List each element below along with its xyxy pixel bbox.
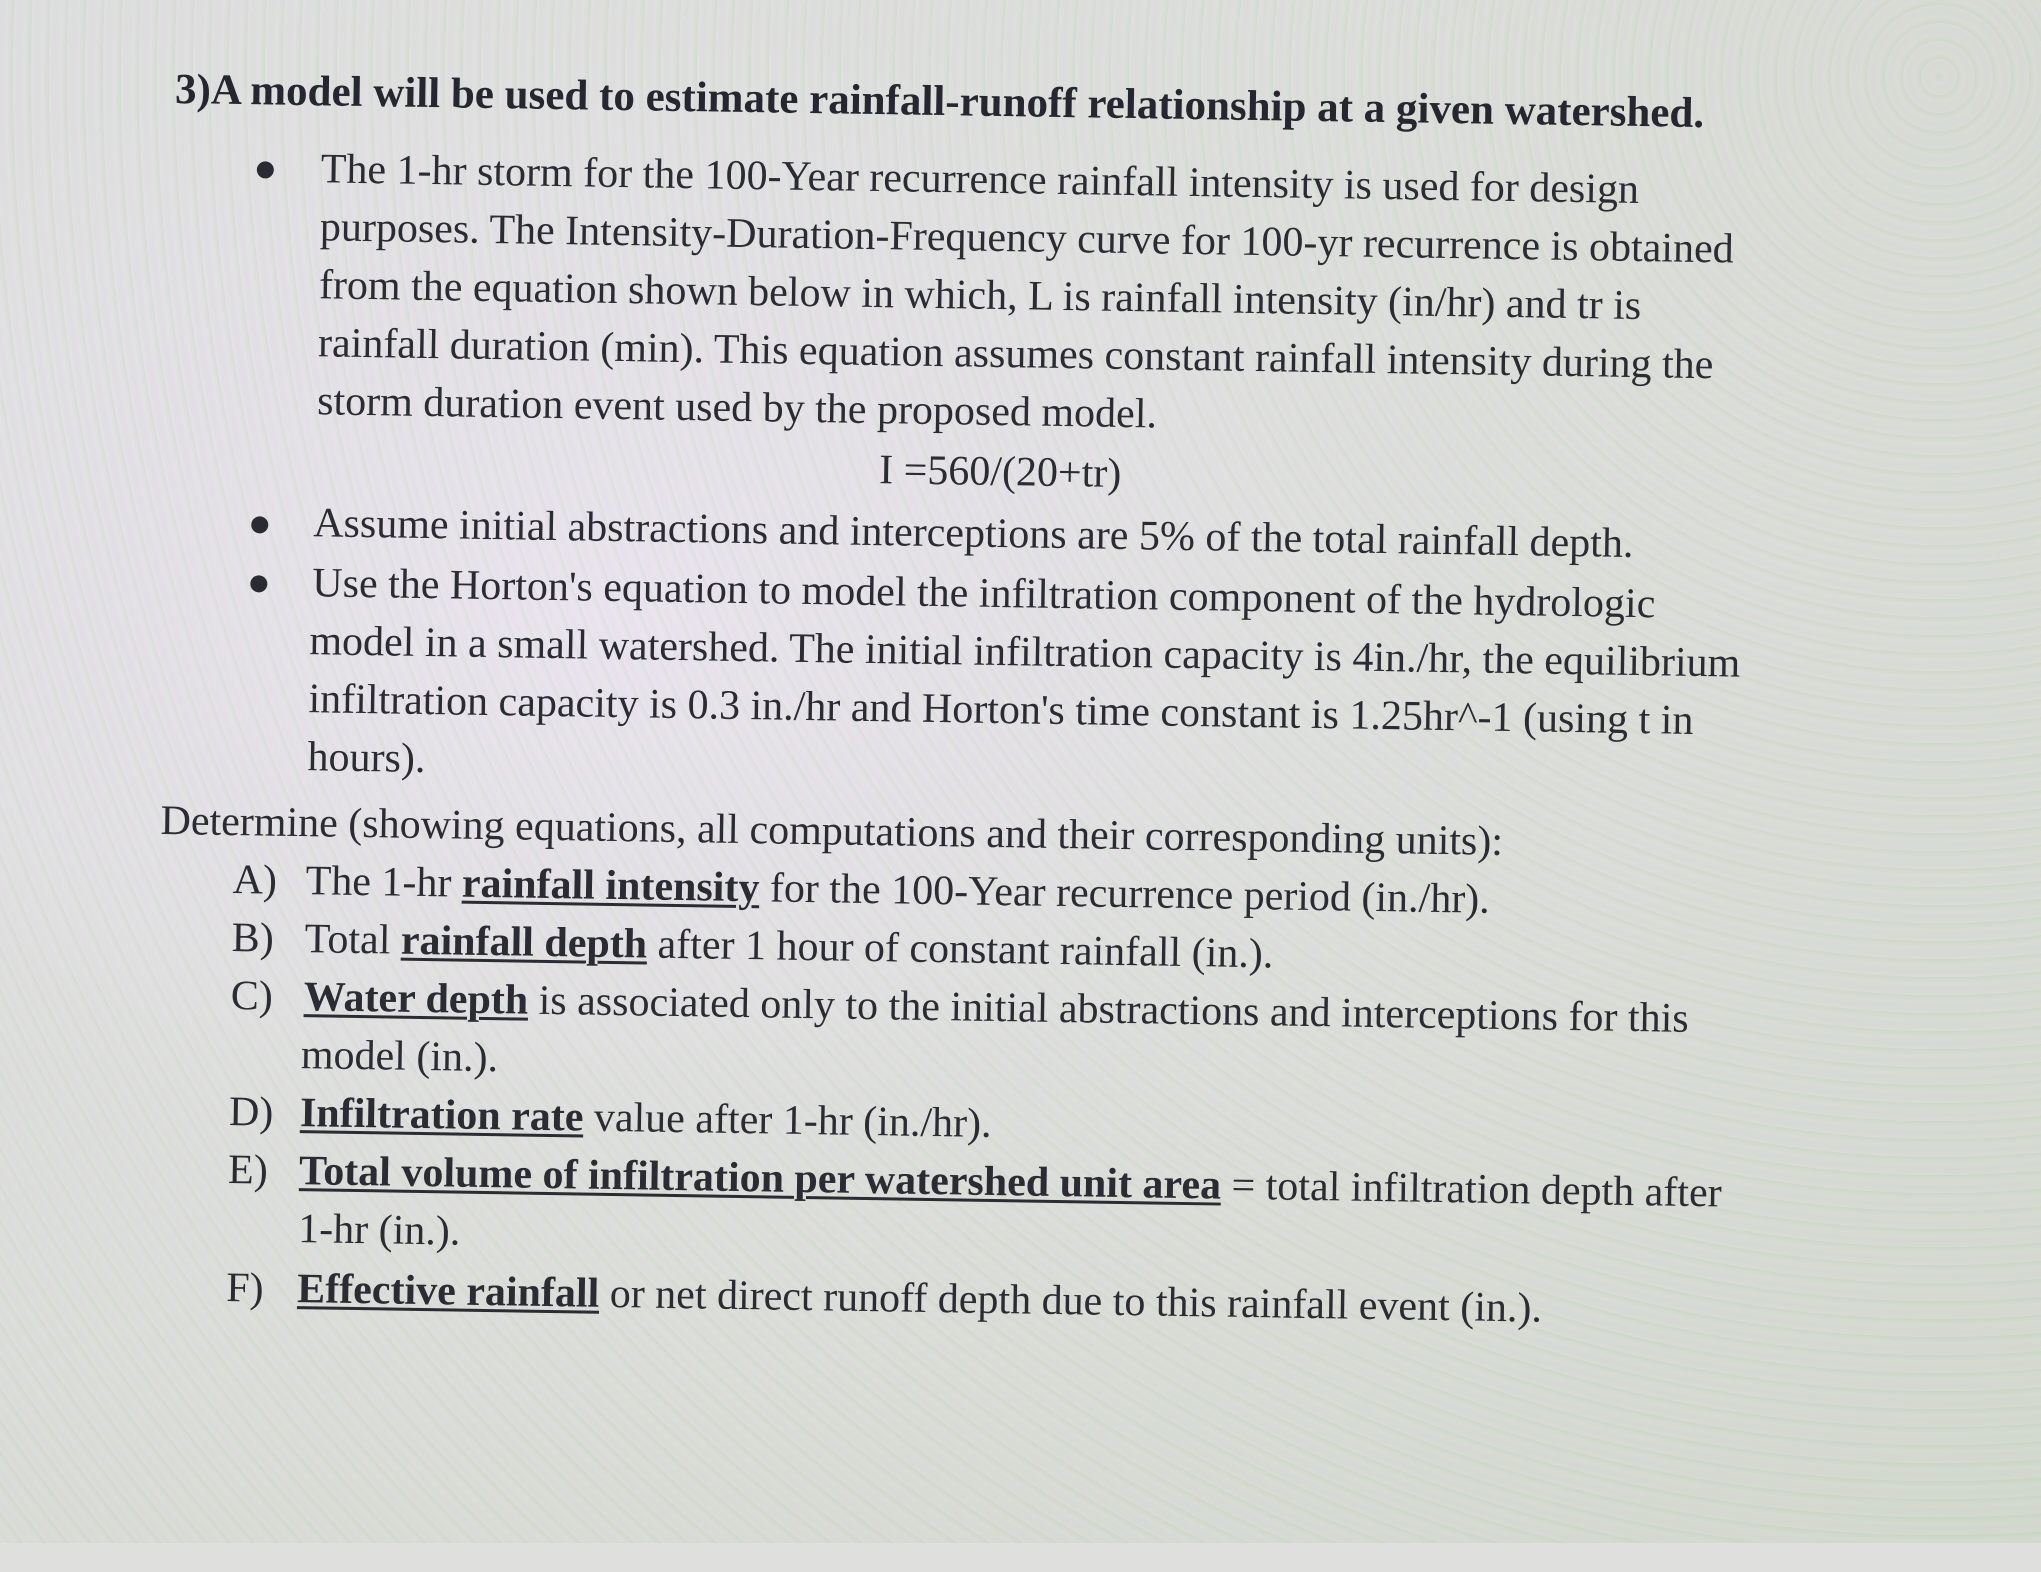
part-f-label: F): [225, 1264, 264, 1312]
part-d-keyword: Infiltration rate: [299, 1090, 584, 1141]
bullet-1-line-3: from the equation shown below in which, L is rainfall intensity (in/hr) and tr is: [318, 262, 1642, 330]
bullet-2-line-1: Assume initial abstractions and interceptions are 5% of the total rainfall depth.: [312, 500, 1634, 567]
part-b-label: B): [231, 914, 275, 962]
question-title: 3)A model will be used to estimate rainfall-runoff relationship at a given watershed.: [174, 66, 1705, 138]
part-c-keyword: Water depth: [303, 974, 529, 1024]
part-f-post: or net direct runoff depth due to this rainfall event (in.).: [598, 1270, 1543, 1332]
part-a-keyword: rainfall intensity: [461, 860, 760, 912]
part-b-pre: Total: [304, 916, 402, 964]
part-e-text: [298, 1148, 1723, 1217]
bullet-marker: [257, 161, 274, 178]
part-c-text: [304, 976, 1689, 1040]
bullet-3-line-4: hours).: [307, 734, 426, 783]
part-a-pre: The 1-hr: [305, 858, 463, 907]
bullet-marker: [250, 575, 267, 592]
determine-instruction: Determine (showing equations, all computations and their corresponding units):: [160, 797, 1504, 865]
part-c-label: C): [230, 972, 274, 1020]
part-b-keyword: rainfall depth: [400, 917, 648, 968]
part-b-text: [304, 916, 1274, 978]
part-e-post: = total infiltration depth after: [1220, 1162, 1723, 1217]
part-d-text: [300, 1092, 992, 1145]
part-a-post: for the 100-Year recurrence period (in./hr).: [759, 865, 1491, 923]
bullet-3-line-1: Use the Horton's equation to model the infiltration component of the hydrologic: [311, 560, 1656, 628]
part-b-post: after 1 hour of constant rainfall (in.).: [646, 921, 1274, 978]
part-d-label: D): [228, 1088, 274, 1136]
bullet-1-line-2: purposes. The Intensity-Duration-Frequency curve for 100-yr recurrence is obtained: [319, 204, 1735, 273]
bullet-1-line-5: storm duration event used by the proposed model.: [316, 378, 1158, 438]
part-d-post: value after 1-hr (in./hr).: [583, 1094, 992, 1147]
bullet-3-line-3: infiltration capacity is 0.3 in./hr and Horton's time constant is 1.25hr^-1 (using t in: [308, 676, 1694, 744]
part-e-continuation: 1-hr (in.).: [297, 1206, 461, 1255]
part-e-label: E): [227, 1146, 269, 1194]
bullet-marker: [251, 516, 268, 533]
bullet-3-line-2: model in a small watershed. The initial infiltration capacity is 4in./hr, the equilibrium: [309, 618, 1741, 687]
part-a-label: A): [232, 857, 278, 904]
idf-equation: I =560/(20+tr): [878, 447, 1122, 497]
part-c-post: is associated only to the initial abstractions and interceptions for this: [527, 977, 1690, 1042]
part-e-keyword: Total volume of infiltration per watershed unit area: [298, 1148, 1222, 1209]
bullet-1-line-1: The 1-hr storm for the 100-Year recurrence rainfall intensity is used for design: [320, 146, 1640, 214]
part-a-text: [305, 860, 1490, 921]
part-f-text: [297, 1268, 1542, 1330]
bullet-1-line-4: rainfall duration (min). This equation assumes constant rainfall intensity during the: [317, 320, 1714, 389]
part-c-continuation: model (in.).: [300, 1032, 499, 1082]
part-f-keyword: Effective rainfall: [296, 1266, 600, 1317]
